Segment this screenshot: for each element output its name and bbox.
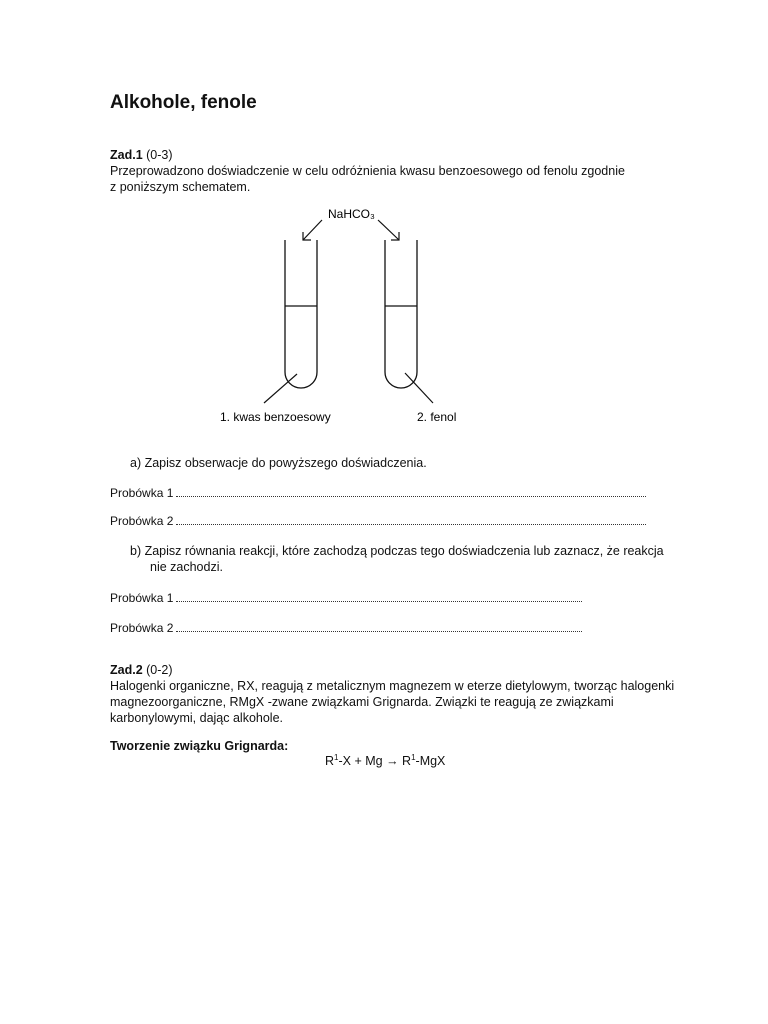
task1-label: Zad.1 [110, 148, 143, 162]
task2-line2: magnezoorganiczne, RMgX -zwane związkami Grignarda. Związki te reagują ze związkami [110, 695, 614, 709]
task2-line3: karbonylowymi, dając alkohole. [110, 711, 284, 725]
page-title: Alkohole, fenole [110, 92, 257, 113]
eq-r2: R [398, 754, 412, 769]
eq-mid: -X + Mg [338, 754, 387, 769]
answer-line-a-tube2[interactable] [110, 514, 646, 528]
dotted-line [176, 591, 582, 602]
task2-points: (0-2) [142, 663, 173, 677]
arrow-icon: → [386, 754, 399, 769]
answer-line-b-tube1[interactable] [110, 591, 582, 605]
test-tube-1 [285, 240, 317, 388]
tube1-label: 1. kwas benzoesowy [220, 410, 331, 424]
test-tube-2 [385, 240, 417, 388]
answer-label: Probówka 2 [110, 621, 174, 635]
answer-line-a-tube1[interactable] [110, 486, 646, 500]
reagent-arrow-left [303, 220, 322, 240]
task2-header [110, 662, 173, 678]
task1-intro-line1: Przeprowadzono doświadczenie w celu odróżnienia kwasu benzoesowego od fenolu zgodnie [110, 164, 625, 178]
reagent-arrow-right [378, 220, 399, 240]
dotted-line [176, 486, 646, 497]
answer-line-b-tube2[interactable] [110, 621, 582, 635]
eq-sup1: 1 [334, 753, 339, 762]
reagent-label: NaHCO₃ [328, 207, 375, 221]
test-tube-diagram [0, 0, 768, 440]
grignard-equation [325, 753, 445, 768]
task1-points: (0-3) [142, 148, 173, 162]
eq-sup2: 1 [411, 753, 416, 762]
eq-r: R [325, 754, 335, 769]
task1-part-b-line2: nie zachodzi. [150, 560, 223, 574]
grignard-subheading: Tworzenie związku Grignarda: [110, 739, 289, 753]
dotted-line [176, 514, 646, 525]
answer-label: Probówka 1 [110, 591, 174, 605]
task1-part-b-line1: b) Zapisz równania reakcji, które zachodzą podczas tego doświadczenia lub zaznacz, że reakcja [130, 544, 664, 558]
task2-label: Zad.2 [110, 663, 143, 677]
answer-label: Probówka 1 [110, 486, 174, 500]
eq-end: -MgX [415, 754, 446, 769]
tube2-pointer [405, 373, 433, 403]
dotted-line [176, 621, 582, 632]
tube2-label: 2. fenol [417, 410, 457, 424]
task1-intro-line2: z poniższym schematem. [110, 180, 251, 194]
task2-line1: Halogenki organiczne, RX, reagują z metalicznym magnezem w eterze dietylowym, tworząc halogenki [110, 679, 675, 693]
tube1-pointer [264, 374, 297, 403]
answer-label: Probówka 2 [110, 514, 174, 528]
task1-part-a: a) Zapisz obserwacje do powyższego doświadczenia. [130, 456, 427, 470]
